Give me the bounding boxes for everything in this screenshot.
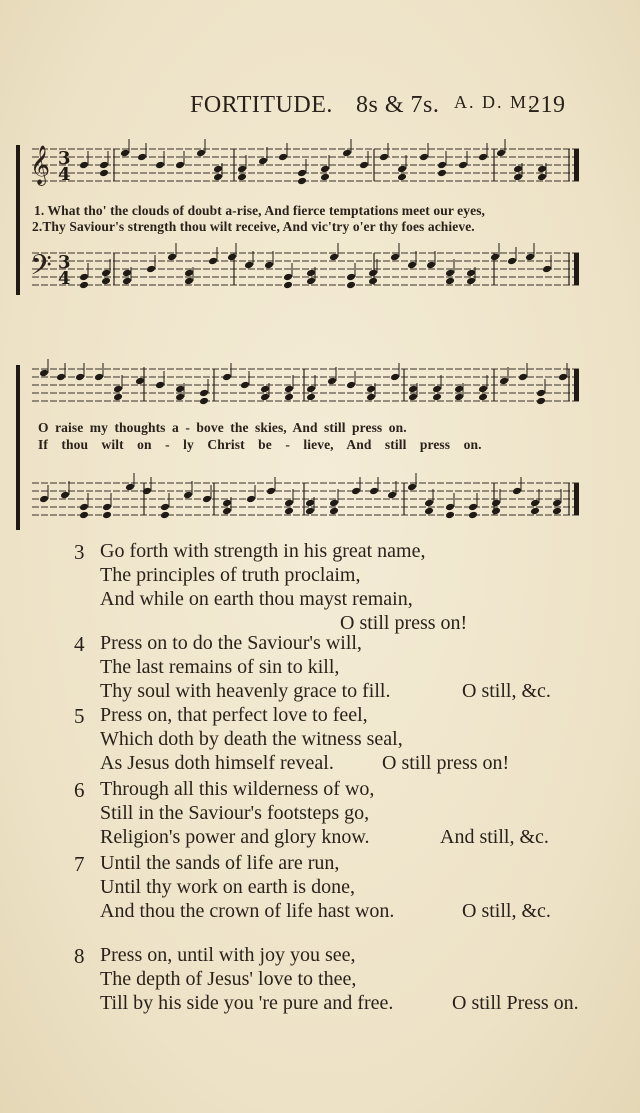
note-head (240, 381, 250, 390)
note-head (199, 397, 209, 406)
note-head (184, 269, 194, 278)
note-head (468, 511, 478, 520)
note-head (445, 503, 455, 512)
verse-line: And while on earth thou mayst remain, (100, 588, 413, 610)
note-head (101, 269, 111, 278)
verse-number: 8 (74, 944, 85, 968)
verse-line: Press on to do the Saviour's will, (100, 632, 362, 654)
note-head (155, 161, 165, 170)
verse-line: Which doth by death the witness seal, (100, 728, 403, 750)
note-head (99, 161, 109, 170)
verse-refrain: And still, &c. (440, 826, 549, 848)
verse-number: 3 (74, 540, 85, 564)
note-head (167, 253, 177, 262)
note-head (56, 373, 66, 382)
verse-number: 5 (74, 704, 85, 728)
verse-line: Press on, that perfect love to feel, (100, 704, 368, 726)
note-head (445, 511, 455, 520)
note-head (122, 277, 132, 286)
bass-clef-icon: 𝄢 (30, 249, 52, 289)
note-head (397, 173, 407, 182)
verse-refrain: O still Press on. (452, 992, 579, 1014)
note-head (305, 499, 315, 508)
note-head (454, 393, 464, 402)
note-head (79, 281, 89, 290)
final-barline (574, 253, 579, 285)
note-head (454, 385, 464, 394)
note-head (208, 257, 218, 266)
note-head (426, 261, 436, 270)
note-head (397, 165, 407, 174)
note-head (496, 149, 506, 158)
note-head (368, 277, 378, 286)
note-head (306, 277, 316, 286)
note-head (445, 277, 455, 286)
svg-text:4: 4 (58, 164, 71, 185)
note-head (537, 165, 547, 174)
note-head (305, 507, 315, 516)
note-head (199, 389, 209, 398)
lyric-line-refrain-2: If thou wilt on - ly Christ be - lieve, And still press on. (38, 437, 482, 452)
verse-line: Thy soul with heavenly grace to fill. (100, 680, 391, 702)
note-head (39, 369, 49, 378)
note-head (283, 273, 293, 282)
note-head (542, 265, 552, 274)
note-head (258, 157, 268, 166)
note-head (60, 491, 70, 500)
verse-line: Through all this wilderness of wo, (100, 778, 375, 800)
note-head (75, 373, 85, 382)
note-head (552, 507, 562, 516)
note-head (306, 269, 316, 278)
note-head (222, 499, 232, 508)
note-head (351, 487, 361, 496)
note-head (329, 253, 339, 262)
time-signature: 3 (58, 148, 71, 169)
note-head (284, 499, 294, 508)
note-head (513, 165, 523, 174)
note-head (99, 169, 109, 178)
lyric-line-refrain-1: O raise my thoughts a - bove the skies, And still press on. (38, 420, 407, 435)
note-head (102, 503, 112, 512)
note-head (175, 385, 185, 394)
note-head (246, 495, 256, 504)
note-head (283, 281, 293, 290)
note-head (160, 503, 170, 512)
note-head (491, 507, 501, 516)
note-head (478, 153, 488, 162)
note-head (155, 381, 165, 390)
treble-clef-icon: 𝄞 (30, 145, 51, 185)
note-head (445, 269, 455, 278)
note-head (513, 173, 523, 182)
note-head (122, 269, 132, 278)
note-head (244, 261, 254, 270)
note-head (120, 149, 130, 158)
note-head (530, 507, 540, 516)
note-head (408, 385, 418, 394)
verse-line: Press on, until with joy you see, (100, 944, 356, 966)
note-head (137, 153, 147, 162)
note-head (297, 177, 307, 186)
final-barline (574, 369, 579, 401)
note-head (79, 161, 89, 170)
note-head (342, 149, 352, 158)
final-barline (574, 149, 579, 181)
note-head (227, 253, 237, 262)
note-head (183, 491, 193, 500)
note-head (222, 507, 232, 516)
lyric-line-verse-1: 1. What tho' the clouds of doubt a-rise, And fierce temptations meet our eyes, (34, 203, 486, 218)
notes (39, 473, 562, 519)
note-head (536, 389, 546, 398)
verse-line: And thou the crown of life hast won. (100, 900, 395, 922)
verse-number: 4 (74, 632, 85, 656)
note-head (329, 507, 339, 516)
verse-line: The principles of truth proclaim, (100, 564, 361, 586)
verse-line: Until thy work on earth is done, (100, 876, 355, 898)
note-head (284, 507, 294, 516)
note-head (184, 277, 194, 286)
note-head (237, 173, 247, 182)
note-head (390, 253, 400, 262)
note-head (237, 165, 247, 174)
note-head (222, 373, 232, 382)
note-head (432, 385, 442, 394)
note-head (125, 483, 135, 492)
note-head (260, 393, 270, 402)
note-head (113, 393, 123, 402)
note-head (368, 269, 378, 278)
note-head (329, 499, 339, 508)
notes (79, 243, 552, 289)
verse-refrain: O still, &c. (462, 900, 551, 922)
note-head (424, 499, 434, 508)
note-head (478, 385, 488, 394)
note-head (146, 265, 156, 274)
note-head (320, 165, 330, 174)
note-head (213, 165, 223, 174)
music-system-2 (14, 355, 590, 535)
hymn-title: FORTITUDE. (190, 92, 333, 118)
verse-line: The depth of Jesus' love to thee, (100, 968, 357, 990)
note-head (202, 495, 212, 504)
final-barline (574, 483, 579, 515)
verse-number: 7 (74, 852, 85, 876)
lyric-line-verse-2: 2.Thy Saviour's strength thou wilt receive, And vic'try o'er thy foes achieve. (32, 219, 475, 234)
note-head (213, 173, 223, 182)
note-head (366, 393, 376, 402)
note-head (390, 373, 400, 382)
verse-line: The last remains of sin to kill, (100, 656, 340, 678)
note-head (79, 503, 89, 512)
note-head (366, 385, 376, 394)
note-head (407, 261, 417, 270)
note-head (79, 273, 89, 282)
page-number: 219 (528, 92, 566, 118)
note-head (379, 153, 389, 162)
note-head (408, 393, 418, 402)
hymn-meter: 8s & 7s. (356, 92, 440, 118)
note-head (39, 495, 49, 504)
note-head (424, 507, 434, 516)
note-head (297, 169, 307, 178)
note-head (101, 277, 111, 286)
note-head (278, 153, 288, 162)
verse-refrain: O still press on! (340, 612, 468, 634)
note-head (264, 261, 274, 270)
note-head (175, 161, 185, 170)
note-head (530, 499, 540, 508)
note-head (490, 253, 500, 262)
note-head (284, 393, 294, 402)
system-brace (16, 145, 20, 295)
note-head (306, 385, 316, 394)
verse-number: 6 (74, 778, 85, 802)
note-head (306, 393, 316, 402)
note-head (346, 381, 356, 390)
note-head (468, 503, 478, 512)
time-signature: 3 (58, 252, 71, 273)
note-head (466, 277, 476, 286)
note-head (94, 373, 104, 382)
verse-line: Still in the Saviour's footsteps go, (100, 802, 370, 824)
note-head (196, 149, 206, 158)
note-head (266, 487, 276, 496)
note-head (537, 173, 547, 182)
verse-line: Till by his side you 're pure and free. (100, 992, 394, 1014)
note-head (552, 499, 562, 508)
page-header (190, 92, 590, 126)
notes (79, 139, 547, 185)
note-head (478, 393, 488, 402)
verse-line: As Jesus doth himself reveal. (100, 752, 334, 774)
note-head (507, 257, 517, 266)
note-head (491, 499, 501, 508)
note-head (113, 385, 123, 394)
note-head (407, 483, 417, 492)
verse-line: Until the sands of life are run, (100, 852, 340, 874)
note-head (437, 161, 447, 170)
note-head (102, 511, 112, 520)
note-head (512, 487, 522, 496)
verse-refrain: O still, &c. (462, 680, 551, 702)
music-system-1 (14, 135, 590, 305)
note-head (558, 373, 568, 382)
note-head (79, 511, 89, 520)
note-head (499, 377, 509, 386)
note-head (284, 385, 294, 394)
note-head (175, 393, 185, 402)
note-head (458, 161, 468, 170)
note-head (518, 373, 528, 382)
hymn-author: A. D. M. (454, 92, 535, 112)
note-head (260, 385, 270, 394)
note-head (437, 169, 447, 178)
staff (32, 369, 580, 401)
note-head (536, 397, 546, 406)
note-head (320, 173, 330, 182)
svg-text:4: 4 (58, 268, 71, 289)
note-head (359, 161, 369, 170)
note-head (432, 393, 442, 402)
note-head (525, 253, 535, 262)
note-head (419, 153, 429, 162)
verse-line: Go forth with strength in his great name, (100, 540, 426, 562)
note-head (369, 487, 379, 496)
note-head (327, 377, 337, 386)
note-head (346, 273, 356, 282)
note-head (466, 269, 476, 278)
verse-refrain: O still press on! (382, 752, 510, 774)
note-head (160, 511, 170, 520)
note-head (387, 491, 397, 500)
note-head (346, 281, 356, 290)
verse-line: Religion's power and glory know. (100, 826, 370, 848)
system-brace (16, 365, 20, 530)
